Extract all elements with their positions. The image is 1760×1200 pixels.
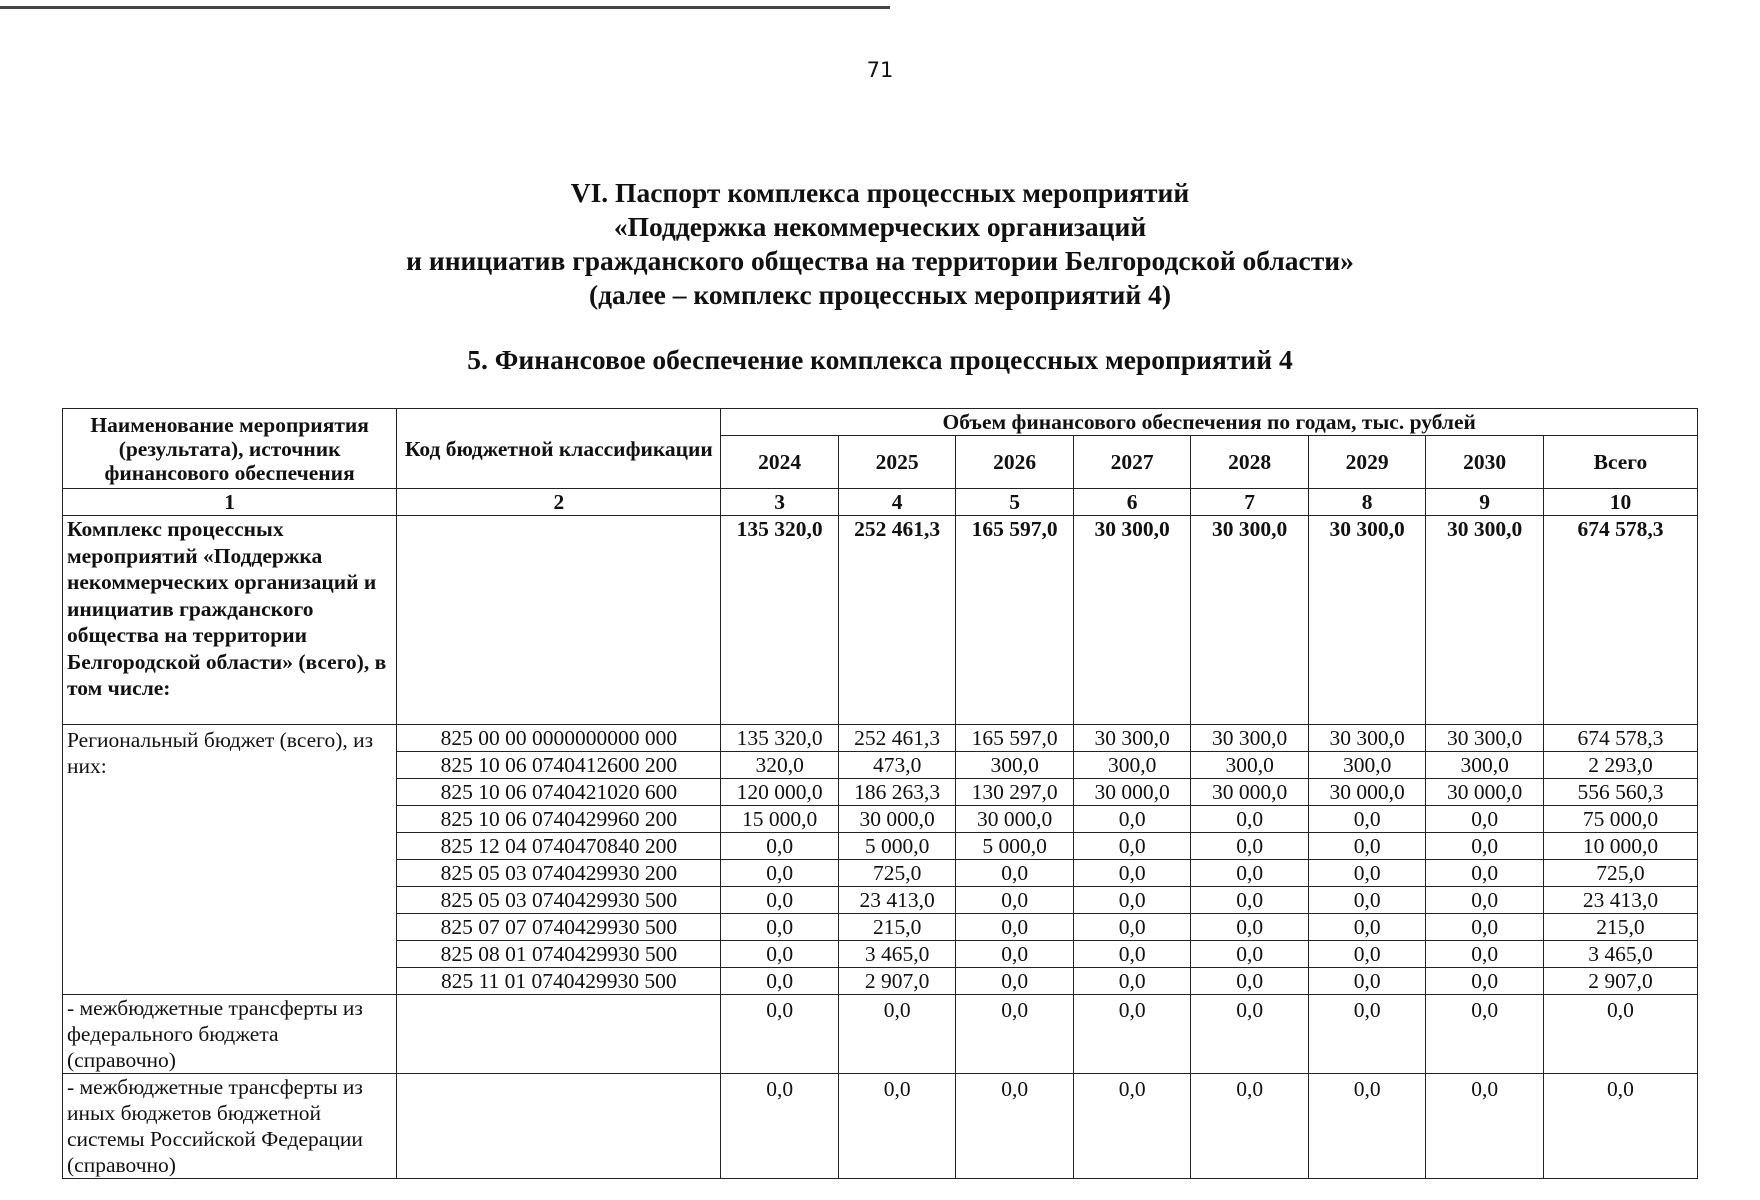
value-cell: 130 297,0 (956, 779, 1074, 806)
value-cell: 30 300,0 (1426, 516, 1544, 725)
header-year: 2029 (1308, 436, 1426, 489)
budget-code: 825 10 06 0740429960 200 (397, 806, 721, 833)
value-cell: 0,0 (721, 887, 839, 914)
value-cell: 674 578,3 (1543, 725, 1697, 752)
value-cell: 0,0 (1426, 968, 1544, 995)
value-cell: 120 000,0 (721, 779, 839, 806)
value-cell: 2 293,0 (1543, 752, 1697, 779)
value-cell: 0,0 (956, 995, 1074, 1074)
value-cell: 30 000,0 (1073, 779, 1191, 806)
value-cell: 0,0 (1308, 833, 1426, 860)
column-number: 9 (1426, 489, 1544, 516)
value-cell: 725,0 (838, 860, 956, 887)
value-cell: 0,0 (1073, 968, 1191, 995)
header-row (63, 409, 1698, 436)
column-number: 10 (1543, 489, 1697, 516)
value-cell: 473,0 (838, 752, 956, 779)
value-cell: 135 320,0 (721, 725, 839, 752)
value-cell: 0,0 (1073, 833, 1191, 860)
value-cell: 0,0 (721, 914, 839, 941)
value-cell: 215,0 (838, 914, 956, 941)
value-cell: 15 000,0 (721, 806, 839, 833)
value-cell: 0,0 (1426, 806, 1544, 833)
column-number: 2 (397, 489, 721, 516)
value-cell: 0,0 (956, 887, 1074, 914)
value-cell: 0,0 (1073, 860, 1191, 887)
value-cell: 0,0 (1308, 914, 1426, 941)
value-cell: 5 000,0 (956, 833, 1074, 860)
value-cell: 0,0 (1191, 833, 1309, 860)
value-cell: 0,0 (1426, 860, 1544, 887)
value-cell: 0,0 (721, 833, 839, 860)
value-cell: 300,0 (1426, 752, 1544, 779)
value-cell: 30 300,0 (1191, 516, 1309, 725)
value-cell: 0,0 (721, 1074, 839, 1179)
page-number: 71 (866, 58, 894, 82)
value-cell: 0,0 (721, 995, 839, 1074)
title-line: и инициатив гражданского общества на территории Белгородской области» (406, 245, 1354, 276)
value-cell: 0,0 (1073, 941, 1191, 968)
title-line: VI. Паспорт комплекса процессных мероприятий (570, 177, 1190, 208)
header-year: 2028 (1191, 436, 1309, 489)
header-year: 2024 (721, 436, 839, 489)
value-cell: 0,0 (1426, 995, 1544, 1074)
value-cell: 300,0 (1191, 752, 1309, 779)
value-cell: 674 578,3 (1543, 516, 1697, 725)
value-cell: 0,0 (956, 941, 1074, 968)
complex-total-code (397, 516, 721, 725)
value-cell: 30 300,0 (1191, 725, 1309, 752)
budget-code: 825 07 07 0740429930 500 (397, 914, 721, 941)
value-cell: 320,0 (721, 752, 839, 779)
value-cell: 0,0 (721, 941, 839, 968)
value-cell: 0,0 (1073, 995, 1191, 1074)
header-year: 2025 (838, 436, 956, 489)
value-cell: 0,0 (1191, 968, 1309, 995)
value-cell: 2 907,0 (1543, 968, 1697, 995)
value-cell: 0,0 (1073, 1074, 1191, 1179)
value-cell: 0,0 (956, 1074, 1074, 1179)
value-cell: 0,0 (1308, 1074, 1426, 1179)
value-cell: 0,0 (1191, 941, 1309, 968)
title-line: «Поддержка некоммерческих организаций (613, 211, 1147, 242)
value-cell: 30 300,0 (1073, 725, 1191, 752)
budget-code: 825 10 06 0740421020 600 (397, 779, 721, 806)
transfer-name: - межбюджетные трансферты из иных бюджетов бюджетной системы Российской Федерации (справочно) (63, 1074, 397, 1179)
passport-title (0, 176, 1760, 312)
value-cell: 0,0 (721, 968, 839, 995)
value-cell: 30 000,0 (1308, 779, 1426, 806)
budget-code: 825 12 04 0740470840 200 (397, 833, 721, 860)
value-cell: 165 597,0 (956, 516, 1074, 725)
column-number: 5 (956, 489, 1074, 516)
header-year: 2030 (1426, 436, 1544, 489)
value-cell: 75 000,0 (1543, 806, 1697, 833)
value-cell: 0,0 (1543, 995, 1697, 1074)
value-cell: 30 000,0 (838, 806, 956, 833)
value-cell: 0,0 (956, 860, 1074, 887)
value-cell: 0,0 (1308, 941, 1426, 968)
title-line: (далее – комплекс процессных мероприятий 4) (588, 279, 1171, 310)
value-cell: 0,0 (1426, 833, 1544, 860)
complex-total-row (63, 516, 1698, 725)
value-cell: 0,0 (1073, 887, 1191, 914)
value-cell: 252 461,3 (838, 516, 956, 725)
value-cell: 30 300,0 (1073, 516, 1191, 725)
budget-code: 825 05 03 0740429930 200 (397, 860, 721, 887)
header-year: 2026 (956, 436, 1074, 489)
value-cell: 556 560,3 (1543, 779, 1697, 806)
column-number: 3 (721, 489, 839, 516)
value-cell: 0,0 (1308, 995, 1426, 1074)
transfer-name: - межбюджетные трансферты из федерального бюджета (справочно) (63, 995, 397, 1074)
section-title: 5. Финансовое обеспечение комплекса процессных мероприятий 4 (467, 344, 1293, 375)
column-number: 8 (1308, 489, 1426, 516)
value-cell: 30 300,0 (1308, 725, 1426, 752)
header-year: 2027 (1073, 436, 1191, 489)
column-numbers-row (63, 489, 1698, 516)
value-cell: 30 000,0 (956, 806, 1074, 833)
column-number: 4 (838, 489, 956, 516)
value-cell: 135 320,0 (721, 516, 839, 725)
column-number: 1 (63, 489, 397, 516)
column-number: 7 (1191, 489, 1309, 516)
value-cell: 215,0 (1543, 914, 1697, 941)
value-cell: 0,0 (1543, 1074, 1697, 1179)
value-cell: 0,0 (1308, 968, 1426, 995)
value-cell: 252 461,3 (838, 725, 956, 752)
budget-code: 825 08 01 0740429930 500 (397, 941, 721, 968)
value-cell: 30 300,0 (1426, 725, 1544, 752)
value-cell: 0,0 (1191, 995, 1309, 1074)
complex-total-name: Комплекс процессных мероприятий «Поддержка некоммерческих организаций и инициатив гражданского общества на территории Белгородской области» (всего), в том числе: (63, 516, 397, 725)
value-cell: 0,0 (956, 914, 1074, 941)
value-cell: 5 000,0 (838, 833, 956, 860)
value-cell: 3 465,0 (1543, 941, 1697, 968)
value-cell: 186 263,3 (838, 779, 956, 806)
transfer-row (63, 995, 1698, 1074)
header-name: Наименование мероприятия (результата), источник финансового обеспечения (63, 409, 397, 489)
transfer-row (63, 1074, 1698, 1179)
value-cell: 0,0 (721, 860, 839, 887)
header-volume: Объем финансового обеспечения по годам, тыс. рублей (721, 409, 1698, 436)
value-cell: 23 413,0 (838, 887, 956, 914)
value-cell: 300,0 (1073, 752, 1191, 779)
scan-edge-line (0, 6, 890, 9)
regional-budget-name: Региональный бюджет (всего), из них: (63, 725, 397, 995)
value-cell: 0,0 (1191, 860, 1309, 887)
value-cell: 0,0 (1191, 1074, 1309, 1179)
budget-code: 825 10 06 0740412600 200 (397, 752, 721, 779)
transfer-code (397, 1074, 721, 1179)
financing-table (62, 408, 1698, 1179)
value-cell: 2 907,0 (838, 968, 956, 995)
value-cell: 0,0 (1308, 887, 1426, 914)
value-cell: 0,0 (1191, 887, 1309, 914)
value-cell: 0,0 (1073, 914, 1191, 941)
value-cell: 23 413,0 (1543, 887, 1697, 914)
value-cell: 0,0 (1426, 1074, 1544, 1179)
value-cell: 0,0 (1308, 860, 1426, 887)
transfer-code (397, 995, 721, 1074)
regional-budget-row (63, 725, 1698, 752)
value-cell: 725,0 (1543, 860, 1697, 887)
value-cell: 165 597,0 (956, 725, 1074, 752)
value-cell: 30 000,0 (1426, 779, 1544, 806)
value-cell: 10 000,0 (1543, 833, 1697, 860)
value-cell: 0,0 (838, 1074, 956, 1179)
value-cell: 0,0 (838, 995, 956, 1074)
value-cell: 300,0 (1308, 752, 1426, 779)
header-total: Всего (1543, 436, 1697, 489)
value-cell: 0,0 (1426, 887, 1544, 914)
value-cell: 0,0 (1073, 806, 1191, 833)
value-cell: 30 000,0 (1191, 779, 1309, 806)
budget-code: 825 00 00 0000000000 000 (397, 725, 721, 752)
value-cell: 0,0 (956, 968, 1074, 995)
value-cell: 0,0 (1308, 806, 1426, 833)
value-cell: 3 465,0 (838, 941, 956, 968)
value-cell: 0,0 (1191, 806, 1309, 833)
header-code: Код бюджетной классификации (397, 409, 721, 489)
value-cell: 30 300,0 (1308, 516, 1426, 725)
value-cell: 0,0 (1426, 914, 1544, 941)
budget-code: 825 05 03 0740429930 500 (397, 887, 721, 914)
budget-code: 825 11 01 0740429930 500 (397, 968, 721, 995)
value-cell: 0,0 (1426, 941, 1544, 968)
value-cell: 0,0 (1191, 914, 1309, 941)
column-number: 6 (1073, 489, 1191, 516)
value-cell: 300,0 (956, 752, 1074, 779)
